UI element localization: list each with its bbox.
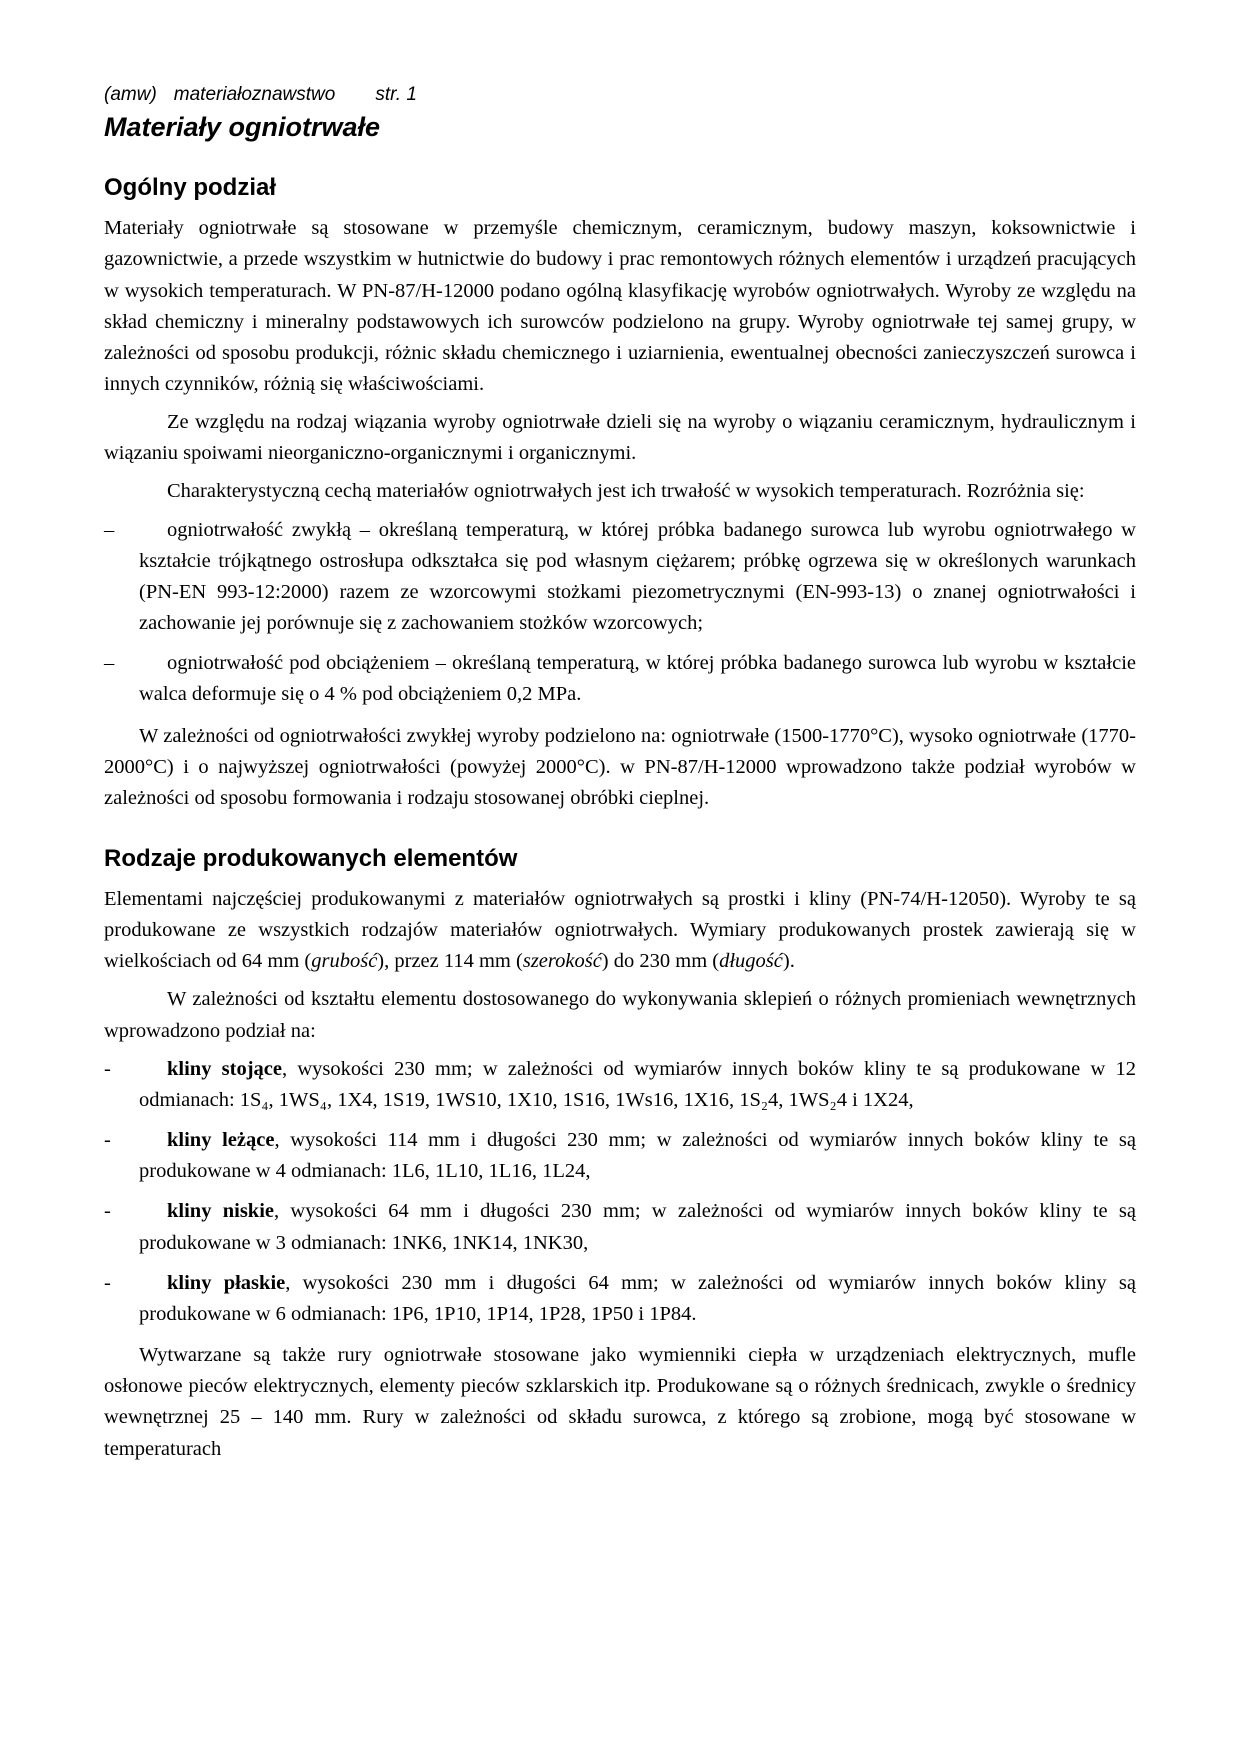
hyphen-marker: -: [104, 1129, 111, 1152]
text-run: Elementami najczęściej produkowanymi z materiałów ogniotrwałych są prostki i kliny (PN-74/H-12050). Wyroby te są produkowane ze wszystkich rodzajów materiałów ogniotrwałych. Wymiary produkowanych prostek zawierają się w wielkościach od 64 mm (: [104, 888, 1136, 973]
hyphen-marker: -: [104, 1057, 111, 1080]
list-item-text: , wysokości 230 mm i długości 64 mm; w zależności od wymiarów innych boków kliny są produkowane w 6 odmianach: 1P6, 1P10, 1P14, 1P28, 1P50 i 1P84.: [139, 1271, 1136, 1325]
header-subject: materiałoznawstwo: [173, 84, 336, 105]
text-run: ) do 230 mm (: [601, 950, 720, 973]
header-page-number: str. 1: [375, 84, 417, 105]
list-item-text: ogniotrwałość pod obciążeniem – określaną temperaturą, w której próbka badanego surowca lub wyrobu w kształcie walca deformuje się o 4 % pod obciążeniem 0,2 MPa.: [139, 652, 1136, 706]
paragraph-pipes: Wytwarzane są także rury ogniotrwałe stosowane jako wymienniki ciepła w urządzeniach elektrycznych, mufle osłonowe pieców elektrycznych, elementy pieców szklarskich itp. Produkowane są o różnych średnicach, zwykle o średnicy wewnętrznej 25 – 140 mm. Rury w zależności od składu surowca, z którego są zrobione, mogą być stosowane w temperaturach: [104, 1344, 1136, 1460]
list-item-kliny-plaskie: [104, 1268, 1136, 1330]
paragraph-binding-types: Ze względu na rodzaj wiązania wyroby ogniotrwałe dzieli się na wyroby o wiązaniu ceramicznym, hydraulicznym i wiązaniu spoiwami nieorganiczno-organicznymi i organicznymi.: [104, 411, 1136, 465]
list-item-kliny-lezace: [104, 1125, 1136, 1187]
refractoriness-list: [104, 515, 1136, 711]
list-item-kliny-stojace: [104, 1054, 1136, 1116]
list-item-text: , wysokości 230 mm; w zależności od wymiarów innych boków kliny te są produkowane w 12 odmianach: 1S₄, 1WS₄, 1X4, 1S19, 1WS10, 1X10, 1S16, 1Ws16, 1X16, 1S₂4, 1WS₂4 i 1X24,: [139, 1057, 1136, 1111]
list-item-lead: kliny stojące: [167, 1057, 282, 1080]
hyphen-marker: -: [104, 1271, 111, 1294]
list-item-kliny-niskie: [104, 1196, 1136, 1258]
list-item-text: ogniotrwałość zwykłą – określaną temperaturą, w której próbka badanego surowca lub wyrobu ogniotrwałego w kształcie trójkątnego ostrosłupa odkształca się pod własnym ciężarem; próbkę ogrzewa się w określonych warunkach (PN-EN 993-12:2000) razem ze wzorcowymi stożkami piezometrycznymi (EN-993-13) o znanej ogniotrwałości i zachowanie jej porównuje się z zachowaniem stożków wzorcowych;: [139, 518, 1136, 635]
dash-marker: –: [104, 652, 115, 675]
list-item-text: , wysokości 64 mm i długości 230 mm; w zależności od wymiarów innych boków kliny te są produkowane w 3 odmianach: 1NK6, 1NK14, 1NK30,: [139, 1200, 1136, 1254]
header-author: (amw): [104, 84, 157, 105]
section-heading-produced-elements: Rodzaje produkowanych elementów: [104, 845, 518, 872]
text-run: ).: [782, 950, 795, 973]
paragraph-intro: Materiały ogniotrwałe są stosowane w przemyśle chemicznym, ceramicznym, budowy maszyn, koksownictwie i gazownictwie, a przede wszystkim w hutnictwie do budowy i prac remontowych różnych elementów i urządzeń pracujących w wysokich temperaturach. W PN-87/H-12000 podano ogólną klasyfikację wyrobów ogniotrwałych. Wyroby ze względu na skład chemiczny i mineralny podstawowych ich surowców podzielono na grupy. Wyroby ogniotrwałe tej samej grupy, w zależności od sposobu produkcji, różnic składu chemicznego i uziarnienia, ewentualnej obecności zanieczyszczeń surowca i innych czynników, różnią się właściwościami.: [104, 217, 1136, 395]
text-run: ), przez 114 mm (: [377, 950, 523, 973]
list-item-lead: kliny płaskie: [167, 1271, 286, 1294]
text-run-italic-dlugosc: długość: [719, 950, 783, 973]
paragraph-produced-elements: [104, 884, 1136, 977]
paragraph-characteristic: Charakterystyczną cechą materiałów ogniotrwałych jest ich trwałość w wysokich temperaturach. Rozróżnia się:: [167, 480, 1085, 503]
hyphen-marker: -: [104, 1200, 111, 1223]
wedge-types-list: [104, 1054, 1136, 1330]
document-title: Materiały ogniotrwałe: [104, 111, 381, 142]
paragraph-shape-division: W zależności od kształtu elementu dostosowanego do wykonywania sklepień o różnych promieniach wewnętrznych wprowadzono podział na:: [104, 988, 1136, 1042]
list-item-refractoriness-normal: [104, 515, 1136, 640]
text-run-italic-grubosc: grubość: [311, 950, 378, 973]
list-item-text: , wysokości 114 mm i długości 230 mm; w zależności od wymiarów innych boków kliny te są produkowane w 4 odmianach: 1L6, 1L10, 1L16, 1L24,: [139, 1129, 1136, 1183]
list-item-refractoriness-under-load: [104, 648, 1136, 710]
paragraph-classification: W zależności od ogniotrwałości zwykłej wyroby podzielono na: ogniotrwałe (1500-1770°C), wysoko ogniotrwałe (1770-2000°C) i o najwyższej ogniotrwałości (powyżej 2000°C). w PN-87/H-12000 wprowadzono także podział wyrobów w zależności od sposobu formowania i rodzaju stosowanej obróbki cieplnej.: [104, 724, 1136, 809]
page-header: [104, 84, 1136, 107]
section-heading-general-division: Ogólny podział: [104, 174, 276, 202]
dash-marker: –: [104, 518, 115, 541]
list-item-lead: kliny leżące: [167, 1129, 275, 1152]
text-run-italic-szerokosc: szerokość: [522, 950, 602, 973]
list-item-lead: kliny niskie: [167, 1200, 274, 1223]
